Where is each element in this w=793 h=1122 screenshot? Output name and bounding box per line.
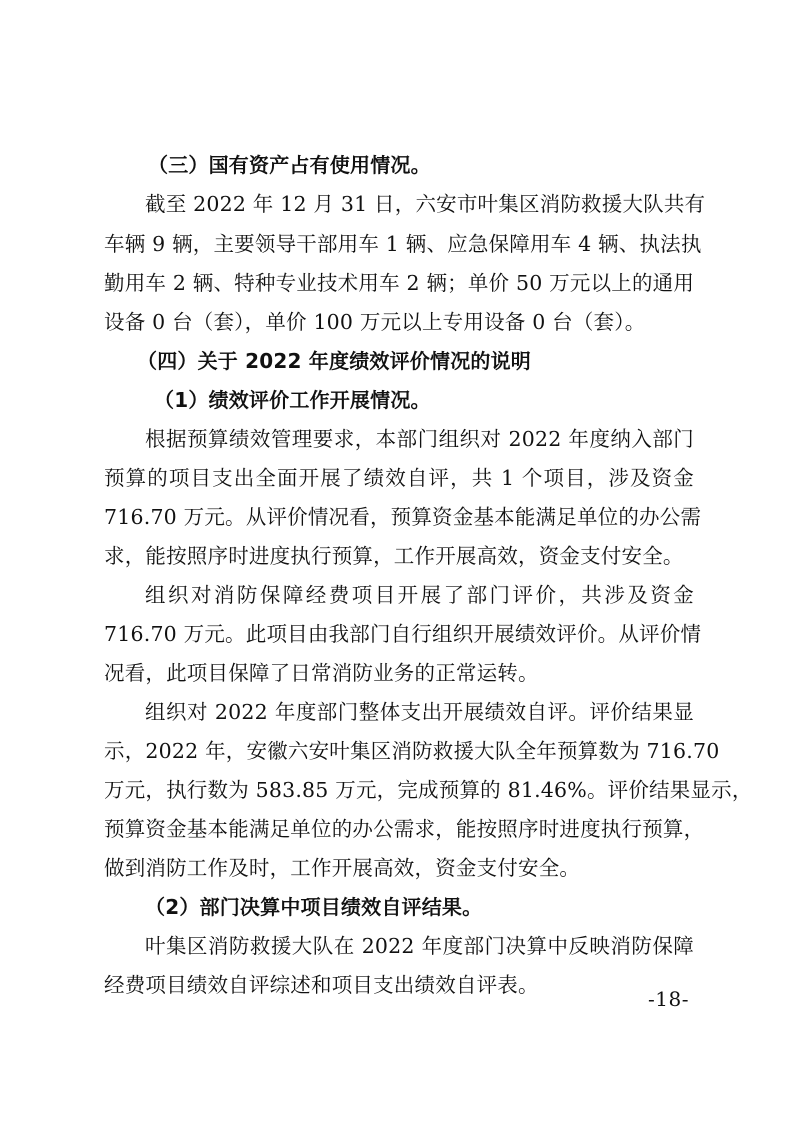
subsection-heading-1: （1）绩效评价工作开展情况。: [154, 388, 431, 412]
section-heading-3: （三）国有资产占有使用情况。: [148, 153, 431, 177]
overall-paragraph-line: 组织对 2022 年度部门整体支出开展绩效自评。评价结果显: [145, 700, 694, 724]
evaluation-paragraph-line: 预算的项目支出全面开展了绩效自评，共 1 个项目，涉及资金: [104, 466, 694, 490]
evaluation-paragraph-line: 716.70 万元。从评价情况看，预算资金基本能满足单位的办公需: [104, 505, 702, 529]
subsection-heading-2: （2）部门决算中项目绩效自评结果。: [145, 895, 483, 919]
result-paragraph-line: 经费项目绩效自评综述和项目支出绩效自评表。: [104, 973, 539, 997]
project-paragraph-line: 组织对消防保障经费项目开展了部门评价，共涉及资金: [145, 583, 694, 607]
assets-paragraph-line: 勤用车 2 辆、特种专业技术用车 2 辆；单价 50 万元以上的通用: [104, 271, 695, 295]
assets-paragraph-line: 设备 0 台（套），单价 100 万元以上专用设备 0 台（套）。: [104, 310, 646, 334]
evaluation-paragraph-line: 根据预算绩效管理要求，本部门组织对 2022 年度纳入部门: [145, 427, 694, 451]
overall-paragraph-line: 预算资金基本能满足单位的办公需求，能按照序时进度执行预算，: [104, 817, 705, 841]
section-heading-4: （四）关于 2022 年度绩效评价情况的说明: [137, 349, 531, 373]
overall-paragraph-line: 做到消防工作及时，工作开展高效，资金支付安全。: [104, 856, 581, 880]
evaluation-paragraph-line: 求，能按照序时进度执行预算，工作开展高效，资金支付安全。: [104, 544, 684, 568]
assets-paragraph-line: 截至 2022 年 12 月 31 日，六安市叶集区消防救援大队共有: [145, 192, 706, 216]
result-paragraph-line: 叶集区消防救援大队在 2022 年度部门决算中反映消防保障: [145, 934, 694, 958]
assets-paragraph-line: 车辆 9 辆，主要领导干部用车 1 辆、应急保障用车 4 辆、执法执: [104, 232, 702, 256]
overall-paragraph-line: 示，2022 年，安徽六安叶集区消防救援大队全年预算数为 716.70: [104, 739, 720, 763]
project-paragraph-line: 716.70 万元。此项目由我部门自行组织开展绩效评价。从评价情: [104, 622, 702, 646]
project-paragraph-line: 况看，此项目保障了日常消防业务的正常运转。: [104, 661, 539, 685]
page-number: -18-: [648, 987, 689, 1011]
overall-paragraph-line: 万元，执行数为 583.85 万元，完成预算的 81.46%。评价结果显示，: [104, 778, 753, 802]
